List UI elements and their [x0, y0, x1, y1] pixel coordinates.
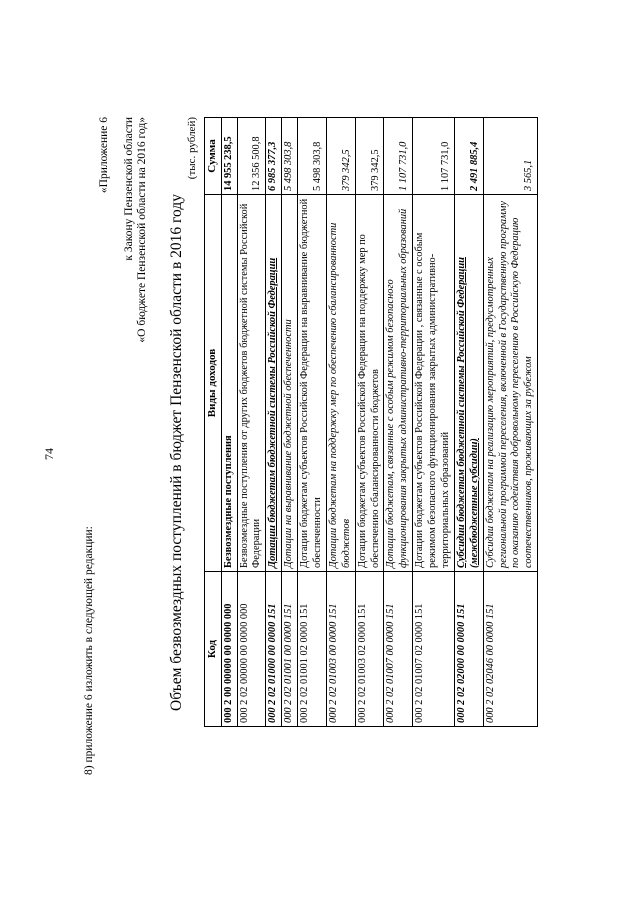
cell-sum: 5 498 303,8: [282, 118, 298, 195]
cell-sum: 2 491 885,4: [454, 118, 483, 195]
cell-code: 000 2 02 01001 02 0000 151: [298, 572, 327, 727]
cell-code: 000 2 02 00000 00 0000 000: [237, 572, 266, 727]
cell-name: Безвозмездные поступления: [221, 195, 237, 572]
cell-name: [454, 195, 483, 572]
document-title: Объем безвозмездных поступлений в бюджет Пензенской области в 2016 году: [168, 194, 185, 711]
header-code: Код: [205, 572, 222, 727]
cell-code: 000 2 02 02046 00 0000 151: [483, 572, 538, 727]
cell-name-text: Субсидии бюджетам бюджетной системы Российской Федерации (межбюджетные субсидии): [455, 257, 480, 568]
table-row: [413, 118, 455, 727]
cell-name: Дотации бюджетам субъектов Российской Федерации на выравнивание бюджетной обеспеченности: [298, 195, 327, 572]
table-row: [266, 118, 282, 727]
cell-sum: 379 342,5: [355, 118, 384, 195]
table-row: [483, 118, 538, 727]
header-sum: Сумма: [205, 118, 222, 195]
cell-code: 000 2 02 01007 00 0000 151: [384, 572, 413, 727]
table-row: [355, 118, 384, 727]
income-table: [204, 117, 538, 727]
table-row: [384, 118, 413, 727]
cell-sum: 1 107 731,0: [384, 118, 413, 195]
unit-label: (тыс. рублей): [186, 117, 198, 180]
cell-code: 000 2 02 01003 00 0000 151: [326, 572, 355, 727]
cell-code: 000 2 02 01001 00 0000 151: [282, 572, 298, 727]
appendix-line-3: «О бюджете Пензенской области на 2016 год»: [136, 117, 148, 343]
appendix-line-1: «Приложение 6: [98, 117, 110, 194]
table-row: [326, 118, 355, 727]
cell-sum: 1 107 731,0: [413, 118, 455, 195]
cell-name: [266, 195, 282, 572]
cell-name: Дотации бюджетам на поддержку мер по обеспечению сбалансированности бюджетов: [326, 195, 355, 572]
cell-code: 000 2 02 02000 00 0000 151: [454, 572, 483, 727]
cell-sum: 5 498 303,8: [298, 118, 327, 195]
cell-code: 000 2 00 00000 00 0000 000: [221, 572, 237, 727]
cell-sum: 3 565,1: [483, 118, 538, 195]
table-header-row: [205, 118, 222, 727]
cell-name: Дотации бюджетам, связанные с особым режимом безопасного функционирования закрытых административно-территориальных образований: [384, 195, 413, 572]
header-name: Виды доходов: [205, 195, 222, 572]
table-body: [221, 118, 538, 727]
cell-name-text: Дотации бюджетам бюджетной системы Российской Федерации: [267, 257, 279, 568]
table-row: [298, 118, 327, 727]
cell-name: Безвозмездные поступления от других бюджетов бюджетной системы Российской Федерации: [237, 195, 266, 572]
cell-sum: 6 985 377,3: [266, 118, 282, 195]
table-row: [237, 118, 266, 727]
cell-sum: 12 356 500,8: [237, 118, 266, 195]
appendix-line-2: к Закону Пензенской области: [123, 117, 135, 261]
cell-name: Дотации на выравнивание бюджетной обеспеченности: [282, 195, 298, 572]
page-number: 74: [42, 448, 56, 460]
table-row: [454, 118, 483, 727]
cell-code: 000 2 02 01000 00 0000 151: [266, 572, 282, 727]
cell-code: 000 2 02 01007 02 0000 151: [413, 572, 455, 727]
cell-sum: 379 342,5: [326, 118, 355, 195]
cell-code: 000 2 02 01003 02 0000 151: [355, 572, 384, 727]
table-row: [221, 118, 237, 727]
cell-name: Субсидии бюджетам на реализацию мероприятий, предусмотренных региональной программой переселения, включенной в Государственную программу по оказанию содействия добровольному переселению в Российскую Федерацию соотечественников, проживающих за рубежом: [483, 195, 538, 572]
cell-name: Дотации бюджетам субъектов Российской Федерации на поддержку мер по обеспечению сбалансированности бюджетов: [355, 195, 384, 572]
intro-text: 8) приложение 6 изложить в следующей редакции:: [83, 526, 95, 775]
table-row: [282, 118, 298, 727]
cell-sum: 14 955 238,5: [221, 118, 237, 195]
cell-name: Дотации бюджетам субъектов Российской Федерации , связанные с особым режимом безопасного функционирования закрытых административно-территориальных образований: [413, 195, 455, 572]
